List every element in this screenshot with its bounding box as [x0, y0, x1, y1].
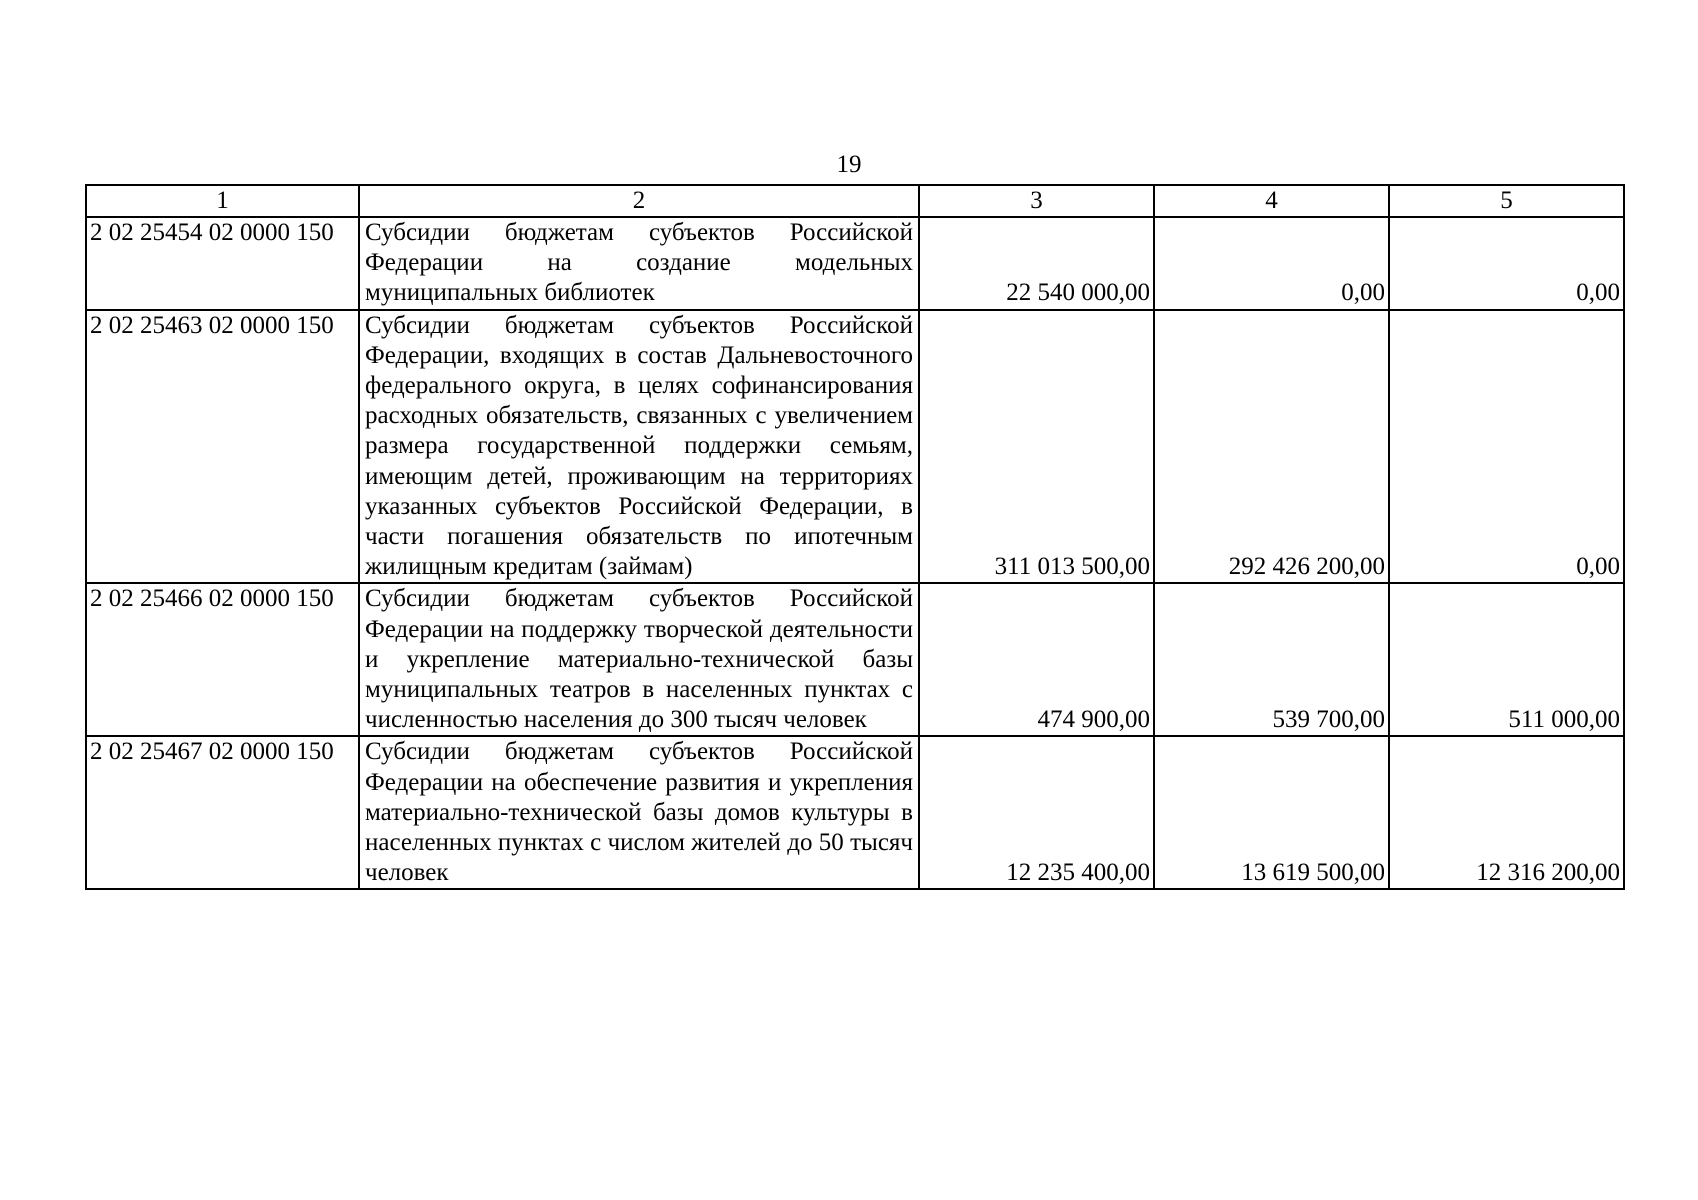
- table-row: [86, 583, 1624, 736]
- amount-col5-cell: 12 316 200,00: [1389, 736, 1624, 889]
- budget-code-cell: 2 02 25463 02 0000 150: [86, 310, 359, 584]
- description-cell: Субсидии бюджетам субъектов Российской Федерации на поддержку творческой деятельности и укрепление материально-технической базы муниципальных театров в населенных пунктах с численностью населения до 300 тысяч человек: [359, 583, 919, 736]
- amount-col5-cell: 511 000,00: [1389, 583, 1624, 736]
- amount-col5-cell: 0,00: [1389, 310, 1624, 584]
- amount-col3-cell: 311 013 500,00: [919, 310, 1154, 584]
- amount-col3-cell: 12 235 400,00: [919, 736, 1154, 889]
- amount-col4-cell: 0,00: [1154, 217, 1389, 310]
- table-row: [86, 217, 1624, 310]
- description-cell: Субсидии бюджетам субъектов Российской Федерации на создание модельных муниципальных библиотек: [359, 217, 919, 310]
- amount-col4-cell: 539 700,00: [1154, 583, 1389, 736]
- amount-col4-cell: 292 426 200,00: [1154, 310, 1389, 584]
- budget-code-cell: 2 02 25467 02 0000 150: [86, 736, 359, 889]
- table-row: [86, 736, 1624, 889]
- amount-col3-cell: 474 900,00: [919, 583, 1154, 736]
- budget-code-cell: 2 02 25454 02 0000 150: [86, 217, 359, 310]
- column-header-3: 3: [919, 185, 1154, 217]
- budget-code-cell: 2 02 25466 02 0000 150: [86, 583, 359, 736]
- page-number: 19: [836, 151, 862, 178]
- amount-col5-cell: 0,00: [1389, 217, 1624, 310]
- budget-table: [85, 184, 1625, 890]
- amount-col4-cell: 13 619 500,00: [1154, 736, 1389, 889]
- table-row: [86, 310, 1624, 584]
- description-cell: Субсидии бюджетам субъектов Российской Федерации на обеспечение развития и укрепления материально-технической базы домов культуры в населенных пунктах с числом жителей до 50 тысяч человек: [359, 736, 919, 889]
- description-cell: Субсидии бюджетам субъектов Российской Федерации, входящих в состав Дальневосточного федерального округа, в целях софинансирования расходных обязательств, связанных с увеличением размера государственной поддержки семьям, имеющим детей, проживающим на территориях указанных субъектов Российской Федерации, в части погашения обязательств по ипотечным жилищным кредитам (займам): [359, 310, 919, 584]
- amount-col3-cell: 22 540 000,00: [919, 217, 1154, 310]
- table-header-row: [86, 185, 1624, 217]
- column-header-5: 5: [1389, 185, 1624, 217]
- column-header-1: 1: [86, 185, 359, 217]
- column-header-2: 2: [359, 185, 919, 217]
- column-header-4: 4: [1154, 185, 1389, 217]
